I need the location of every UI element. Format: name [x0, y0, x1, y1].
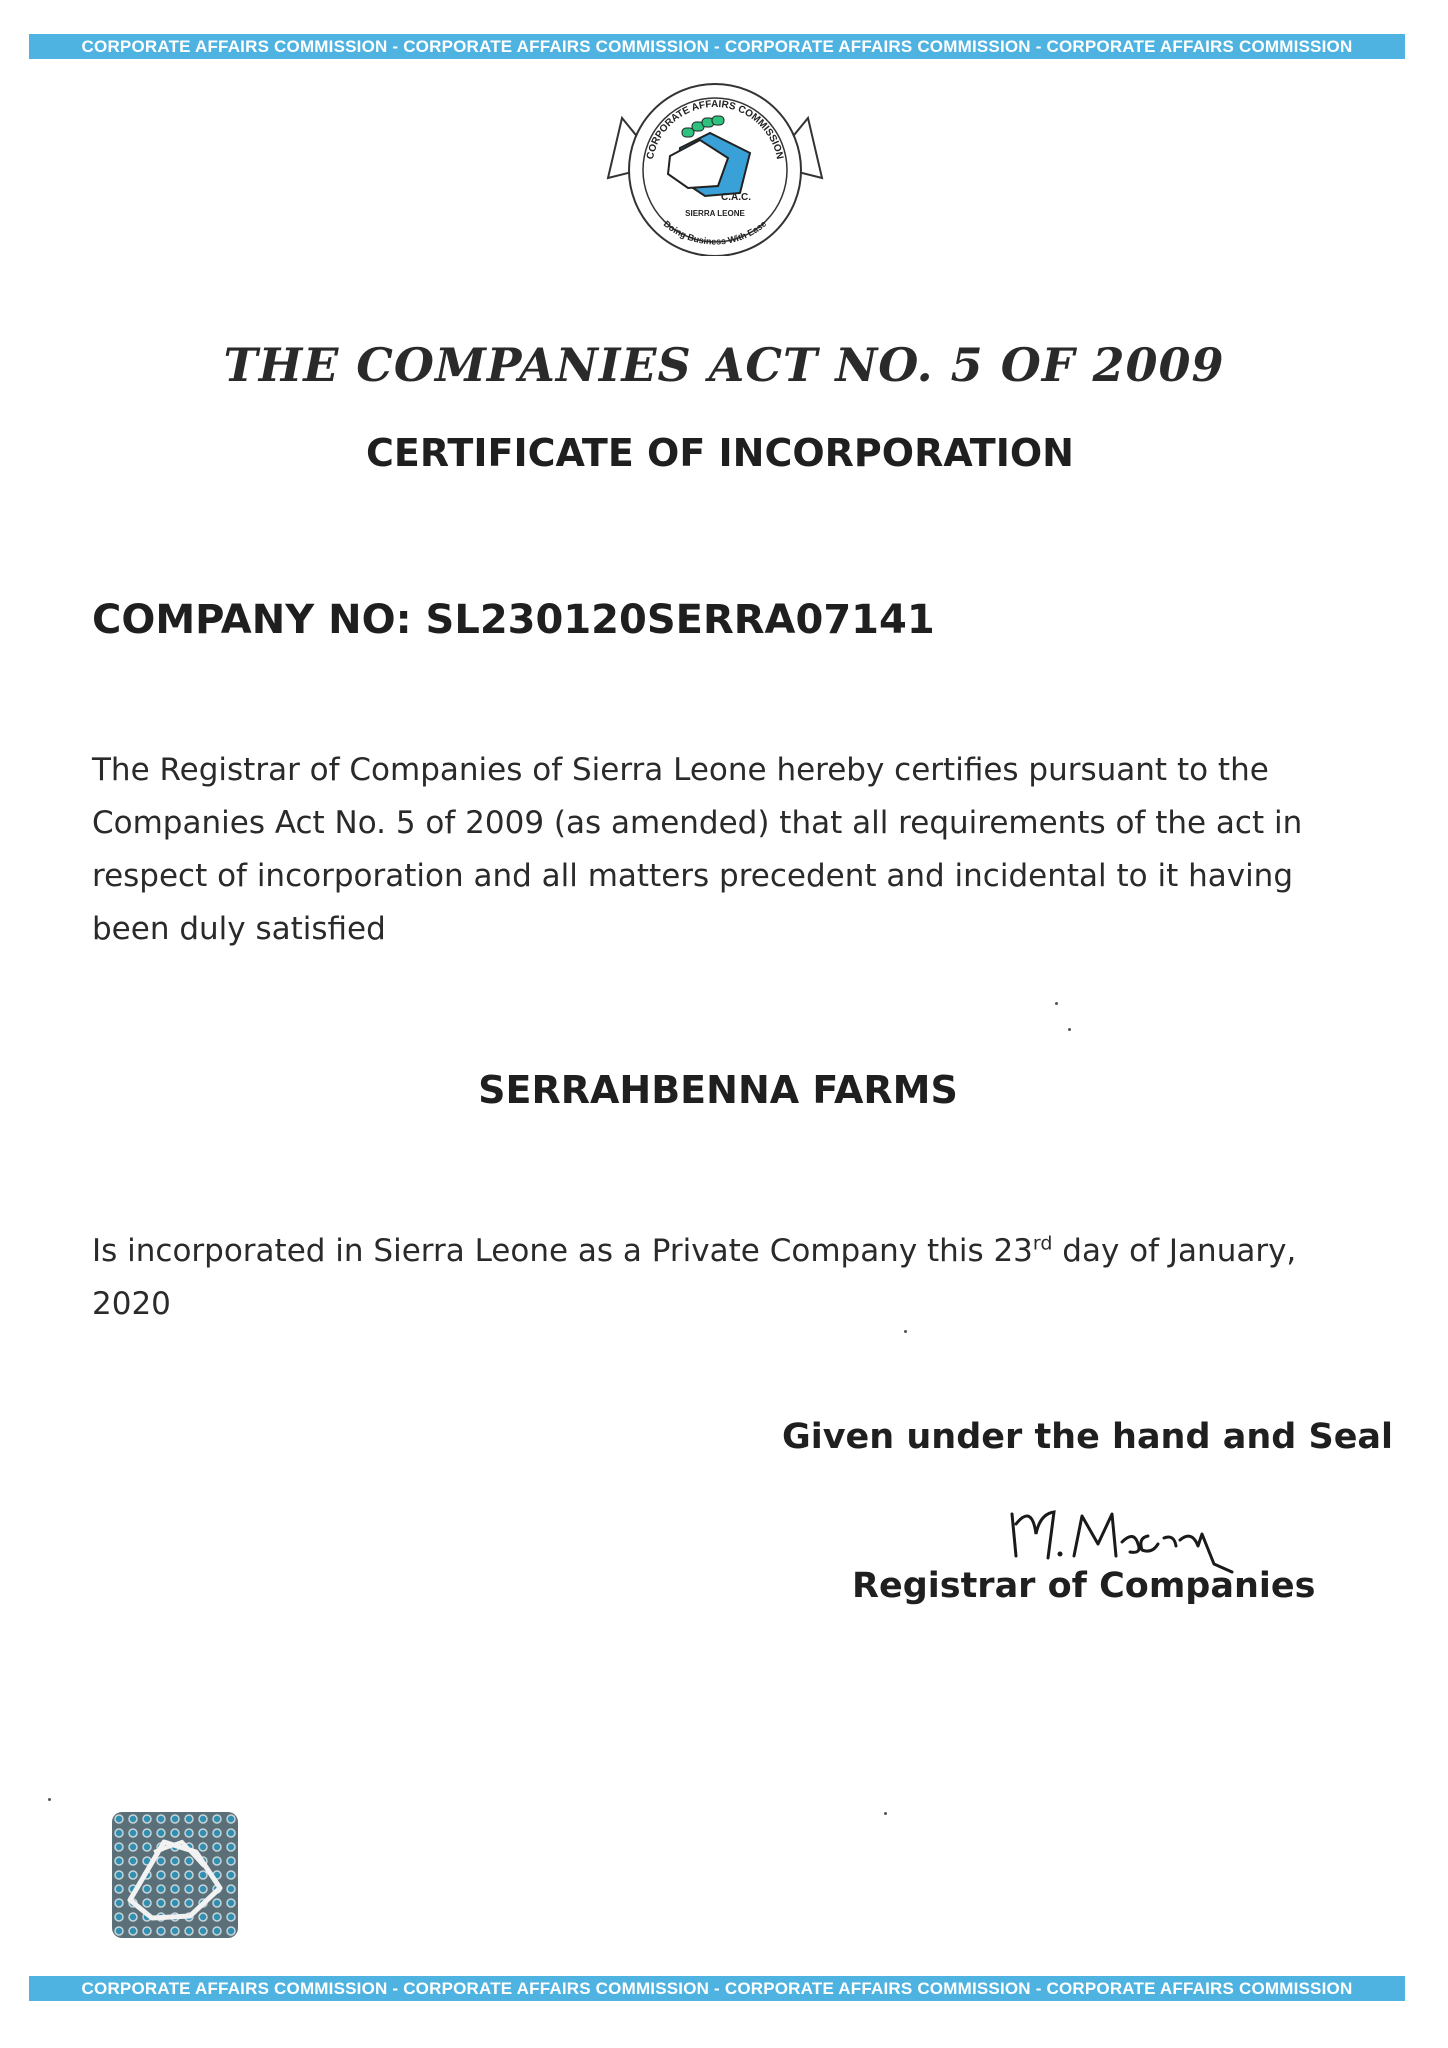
- hologram-seal-icon: [112, 1812, 238, 1938]
- logo-country: SIERRA LEONE: [685, 209, 745, 218]
- scan-speck: [48, 1798, 51, 1801]
- scan-speck: [1055, 1002, 1058, 1005]
- scan-speck: [904, 1330, 907, 1333]
- given-under-seal: Given under the hand and Seal: [782, 1417, 1394, 1457]
- registrar-title: Registrar of Companies: [852, 1566, 1316, 1606]
- logo-ring-text: CORPORATE AFFAIRS COMMISSION: [644, 98, 786, 161]
- certificate-title: CERTIFICATE OF INCORPORATION: [366, 431, 1074, 475]
- incorporation-statement: [92, 1225, 1352, 1331]
- company-name: SERRAHBENNA FARMS: [478, 1068, 958, 1112]
- logo-motto: Doing Business With Ease: [661, 218, 769, 247]
- logo-initials: C.A.C.: [721, 192, 751, 203]
- header-band: CORPORATE AFFAIRS COMMISSION - CORPORATE AFFAIRS COMMISSION - CORPORATE AFFAIRS COMMISSION - CORPORATE AFFAIRS COMMISSION: [29, 34, 1405, 59]
- scan-speck: [1068, 1028, 1071, 1031]
- act-title: THE COMPANIES ACT NO. 5 OF 2009: [223, 338, 1225, 392]
- scan-speck: [884, 1812, 887, 1815]
- ordinal-suffix: rd: [1032, 1232, 1053, 1255]
- registrar-signature: [1002, 1494, 1242, 1574]
- incorporation-prefix: Is incorporated in Sierra Leone as a Private Company this 23: [92, 1233, 1033, 1269]
- company-number: COMPANY NO: SL230120SERRA07141: [92, 597, 935, 643]
- footer-band: CORPORATE AFFAIRS COMMISSION - CORPORATE AFFAIRS COMMISSION - CORPORATE AFFAIRS COMMISSION - CORPORATE AFFAIRS COMMISSION: [29, 1976, 1405, 2001]
- incorporation-suffix: day of January, 2020: [92, 1233, 1297, 1322]
- certification-text: The Registrar of Companies of Sierra Leone hereby certifies pursuant to the Companies Act No. 5 of 2009 (as amended) that all requirements of the act in respect of incorporation and all matters precedent and incidental to it having been duly satisfied: [92, 752, 1303, 947]
- cac-logo-seal: [600, 78, 830, 256]
